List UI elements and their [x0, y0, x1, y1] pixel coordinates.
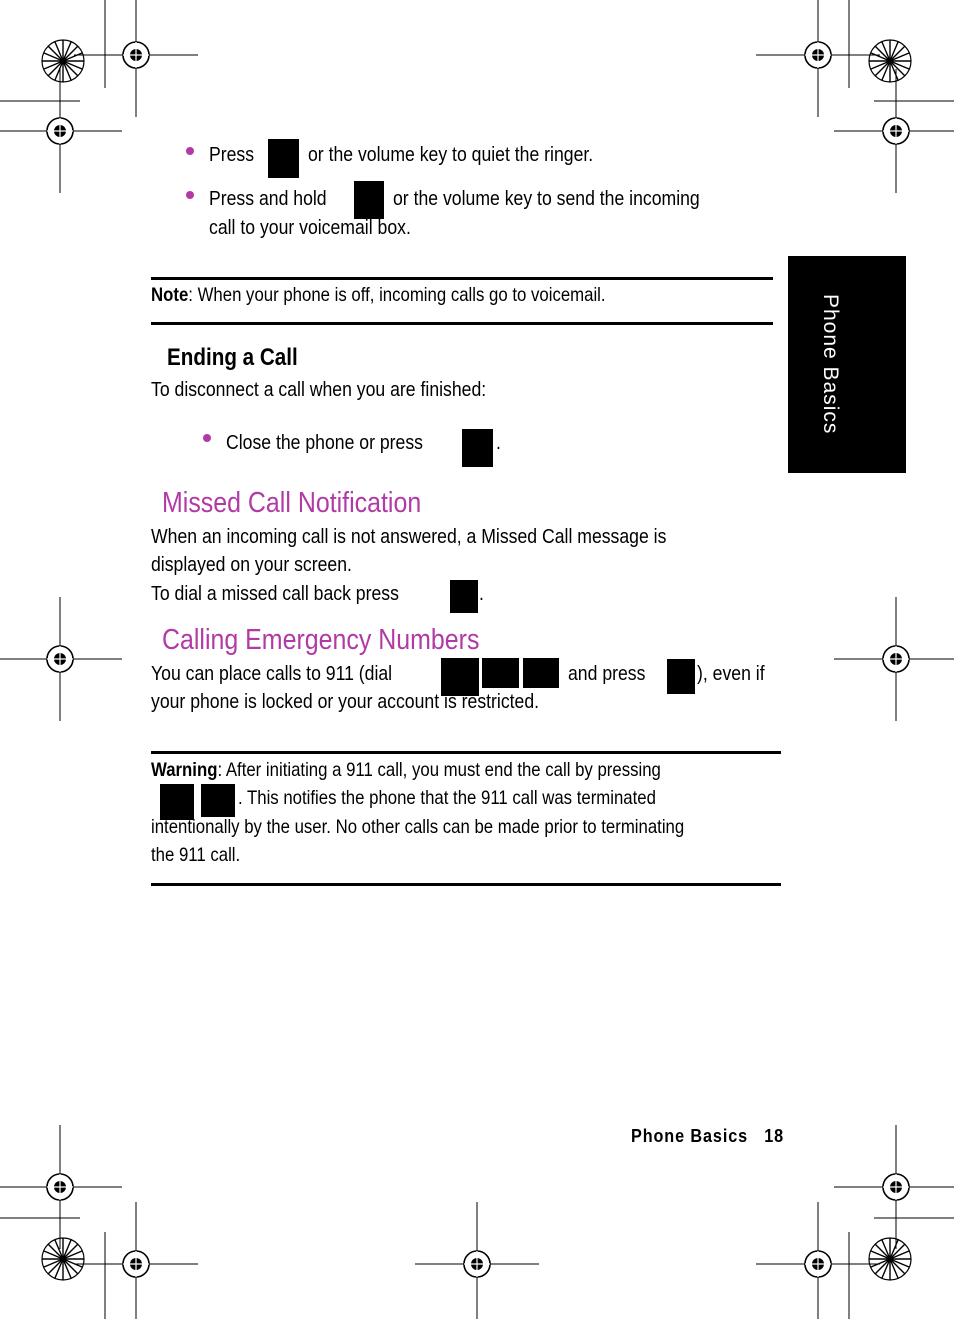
ending-heading: Ending a Call [167, 344, 298, 371]
send-key-icon [667, 659, 695, 694]
warning-line3: intentionally by the user. No other calls can be made prior to terminating [151, 816, 685, 838]
footer-section: Phone Basics [631, 1126, 749, 1146]
emergency-line1-c: ), even if [697, 662, 765, 685]
bullet-text-before: Press [209, 143, 255, 166]
emergency-line2: your phone is locked or your account is restricted. [151, 690, 540, 713]
warning-rule-bottom [151, 883, 781, 886]
warning-line1 [151, 756, 661, 785]
emergency-line1-a: You can place calls to 911 (dial [151, 662, 393, 685]
end-key-icon [462, 429, 493, 467]
bullet-text-after: or the volume key to send the incoming [393, 187, 700, 210]
side-tab-label: Phone Basics [819, 294, 842, 435]
key-1-icon [482, 658, 519, 688]
ending-bullet-after: . [496, 431, 501, 454]
warning-text: : After initiating a 911 call, you must end the call by pressing [217, 759, 661, 781]
missed-line2: displayed on your screen. [151, 553, 352, 576]
warning-label: Warning [151, 759, 218, 781]
bullet-text-after: or the volume key to quiet the ringer. [308, 143, 594, 166]
warning-line2: . This notifies the phone that the 911 call was terminated [238, 787, 656, 809]
note-rule-bottom [151, 322, 773, 325]
key-1-icon [523, 658, 559, 688]
ending-bullet-before: Close the phone or press [226, 431, 423, 454]
emergency-line1-b: and press [568, 662, 646, 685]
emergency-heading: Calling Emergency Numbers [162, 624, 480, 656]
warning-rule-top [151, 751, 781, 754]
bullet-dot [186, 191, 194, 199]
missed-line1: When an incoming call is not answered, a Missed Call message is [151, 525, 667, 548]
footer [631, 1126, 784, 1147]
missed-heading: Missed Call Notification [162, 487, 422, 519]
missed-line3-after: . [479, 582, 484, 605]
key-icon [268, 139, 299, 178]
note [151, 281, 606, 310]
page-number: 18 [764, 1126, 785, 1146]
warning-line4: the 911 call. [151, 844, 241, 866]
ending-intro: To disconnect a call when you are finished: [151, 378, 487, 401]
note-text: : When your phone is off, incoming calls go to voicemail. [188, 284, 606, 306]
send-key-icon [450, 580, 478, 613]
bullet-text-line2: call to your voicemail box. [209, 216, 411, 239]
bullet-dot [186, 147, 194, 155]
bullet-text-before: Press and hold [209, 187, 327, 210]
bullet-dot [203, 434, 211, 442]
missed-line3: To dial a missed call back press [151, 582, 399, 605]
note-label: Note [151, 284, 189, 306]
note-rule-top [151, 277, 773, 280]
side-section-tab [788, 256, 906, 473]
